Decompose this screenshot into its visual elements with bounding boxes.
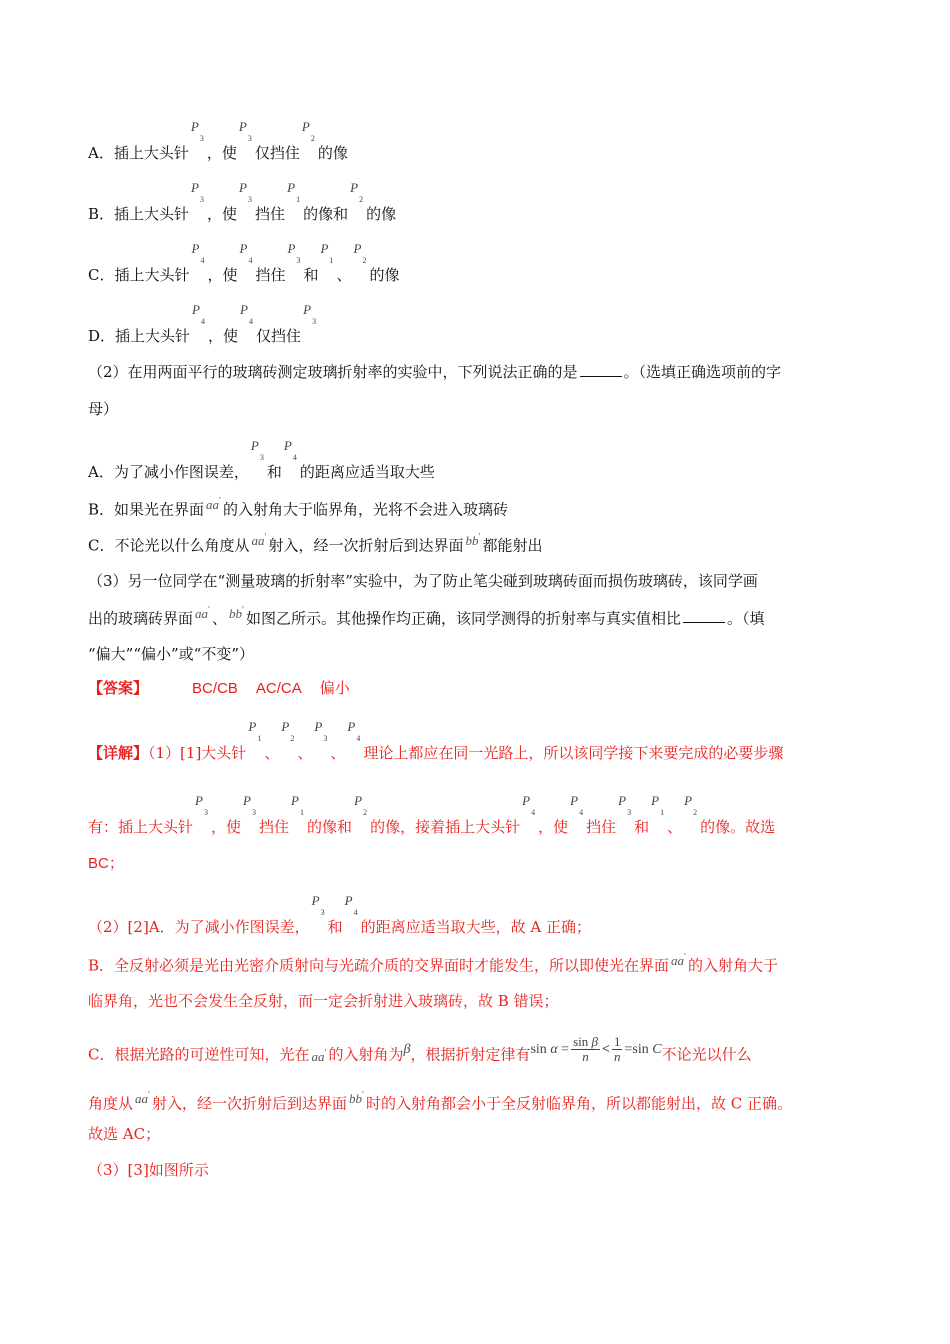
p3-symbol: P 3	[314, 719, 328, 743]
p1-symbol: P 1	[320, 241, 334, 265]
beta-symbol: β	[403, 1042, 411, 1058]
p2-symbol: P 2	[354, 793, 368, 817]
detail-line-2: 有：插上大头针 P 3 ，使 P 3 挡住 P 1 的像和 P 2 的像，接着插上大头针 P 4 ，使 P 4 挡住 P 3 和 P 1 、 P 2 的像。故选	[88, 802, 775, 838]
detail-line-1: 【详解】（1）[1]大头针 P 1 、 P 2 、 P 3 、 P 4 理论上都应在同一光路上，所以该同学接下来要完成的必要步骤	[88, 728, 783, 764]
p1-symbol: P 1	[291, 793, 305, 817]
detail-line-6: 临界角，光也不会发生全反射，而一定会折射进入玻璃砖，故 B 错误；	[88, 992, 559, 1010]
q2-option-b: B．如果光在界面 aa′ 的入射角大于临界角，光将不会进入玻璃砖	[88, 496, 509, 519]
one-over-n: $\frac{1}{n}$	[613, 1033, 621, 1064]
answer-line: 【答案】 BC/CB AC/CA 偏小	[88, 679, 350, 697]
q3-stem: （3）另一位同学在“测量玻璃的折射率”实验中，为了防止笔尖碰到玻璃砖面而损伤玻璃砖，该同学画	[88, 572, 758, 590]
option-a: A．插上大头针 P 3 ，使 P 3 仅挡住 P 2 的像	[88, 128, 348, 164]
p1-symbol: P 1	[287, 180, 301, 204]
p2-symbol: P 2	[350, 180, 364, 204]
p2-symbol: P 2	[301, 119, 315, 143]
p4-symbol: P 4	[344, 893, 358, 917]
detail-line-10: （3）[3]如图所示	[88, 1161, 209, 1179]
detail-line-4: （2）[2]A．为了减小作图误差， P 3 和 P 4 的距离应适当取大些，故 A 正确；	[88, 902, 591, 938]
p3-symbol: P 3	[243, 793, 257, 817]
p3-symbol: P 3	[303, 302, 317, 326]
p3-symbol: P 3	[287, 241, 301, 265]
q2-option-c: C．不论光以什么角度从 aa′ 射入，经一次折射后到达界面 bb′ 都能射出	[88, 532, 543, 555]
p3-symbol: P 3	[190, 119, 204, 143]
q3-stem-cont: 出的玻璃砖界面 aa′ 、 bb′ 如图乙所示。其他操作均正确，该同学测得的折射率与真实值相比 。（填	[88, 605, 765, 628]
option-c: C．插上大头针 P 4 ，使 P 4 挡住 P 3 和 P 1 、 P 2 的像	[88, 250, 400, 286]
p3-symbol: P 3	[195, 793, 209, 817]
detail-line-8: 角度从 aa′ 射入，经一次折射后到达界面 bb′ 时的入射角都会小于全反射临界角，所以都能射出，故 C 正确。	[88, 1090, 792, 1113]
p4-symbol: P 4	[191, 241, 205, 265]
detail-line-5: B．全反射必须是光由光密介质射向与光疏介质的交界面时才能发生，所以即使光在界面 aa′ 的入射角大于	[88, 952, 779, 975]
option-b: B．插上大头针 P 3 ，使 P 3 挡住 P 1 的像和 P 2 的像	[88, 189, 396, 225]
p4-symbol: P 4	[347, 719, 361, 743]
aa-prime-symbol: aa′	[671, 952, 686, 969]
aa-prime-symbol: aa′	[251, 532, 267, 549]
bb-prime-symbol: bb′	[465, 532, 481, 549]
p2-symbol: P 2	[353, 241, 367, 265]
p4-symbol: P 4	[239, 241, 253, 265]
p3-symbol: P 3	[311, 893, 325, 917]
aa-prime-symbol: aa′	[135, 1090, 150, 1107]
p3-symbol: P 3	[239, 180, 253, 204]
q2-option-a: A．为了减小作图误差， P 3 和 P 4 的距离应适当取大些	[88, 447, 435, 483]
p4-symbol: P 4	[570, 793, 584, 817]
bb-prime-symbol: bb′	[349, 1090, 364, 1107]
answer-blank	[683, 608, 725, 623]
q3-stem-cont2: “偏大”“偏小”或“不变”）	[88, 645, 255, 663]
aa-prime-symbol: aa′	[311, 1048, 327, 1065]
sin-beta-over-n: $\frac{\text{sin β}}{n}$	[573, 1033, 598, 1064]
p2-symbol: P 2	[281, 719, 295, 743]
answer-blank	[580, 362, 622, 377]
p3-symbol: P 3	[238, 119, 252, 143]
bb-prime-symbol: bb′	[229, 605, 244, 622]
aa-prime-symbol: aa′	[206, 496, 221, 513]
q2-stem: （2）在用两面平行的玻璃砖测定玻璃折射率的实验中，下列说法正确的是 。（选填正确选项前的字	[88, 363, 782, 381]
detail-line-7: C．根据光路的可逆性可知，光在 aa′ 的入射角为β，根据折射定律有sin α = $\frac{\text{sin β}}{n}$ < $\frac{1}{n}$ =sin C不论光以什么	[88, 1033, 752, 1065]
detail-line-9: 故选 AC；	[88, 1125, 161, 1143]
p4-symbol: P 4	[522, 793, 536, 817]
p4-symbol: P 4	[192, 302, 206, 326]
aa-prime-symbol: aa′	[195, 605, 210, 622]
p4-symbol: P 4	[283, 438, 297, 462]
detail-line-3: BC；	[88, 855, 124, 872]
p4-symbol: P 4	[240, 302, 254, 326]
p2-symbol: P 2	[684, 793, 698, 817]
snell-equation: sin α =	[530, 1042, 570, 1058]
p3-symbol: P 3	[250, 438, 264, 462]
p3-symbol: P 3	[191, 180, 205, 204]
q2-stem-cont: 母）	[88, 400, 119, 418]
p1-symbol: P 1	[248, 719, 262, 743]
option-d: D．插上大头针 P 4 ，使 P 4 仅挡住 P 3	[88, 311, 319, 347]
p3-symbol: P 3	[618, 793, 632, 817]
p1-symbol: P 1	[651, 793, 665, 817]
